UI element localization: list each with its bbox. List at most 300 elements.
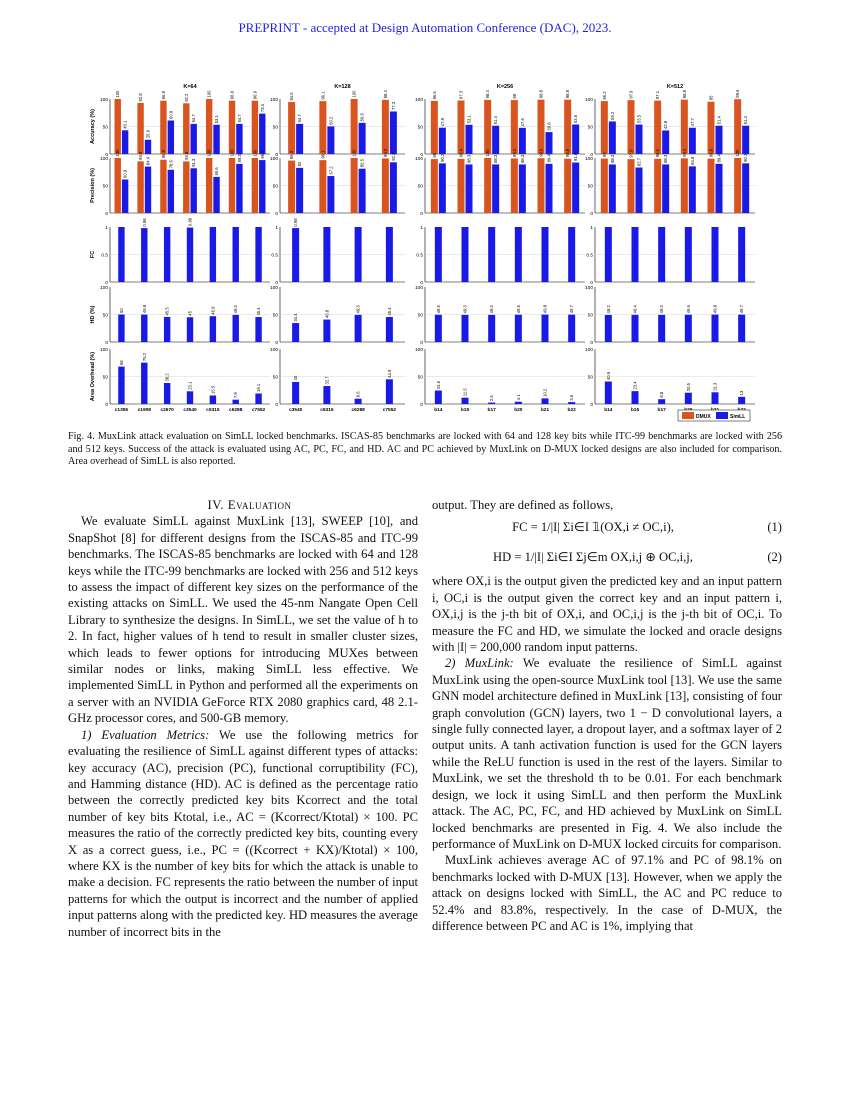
data-label: 96.1 xyxy=(320,150,326,159)
x-tick-label: c3540 xyxy=(183,408,197,413)
equation-1-body: FC = 1/|I| Σi∈I 𝟙(OX,i ≠ OC,i), xyxy=(512,520,674,535)
tick-label: 100 xyxy=(269,348,278,353)
bar-dmux xyxy=(431,101,438,154)
bar-simll xyxy=(118,315,124,343)
x-tick-label: b20 xyxy=(514,408,523,413)
x-tick-label: c6288 xyxy=(229,408,243,413)
x-tick-label: c7552 xyxy=(382,408,397,413)
equation-1-number: (1) xyxy=(767,520,782,535)
bar-simll xyxy=(515,227,522,282)
x-tick-label: b15 xyxy=(460,408,470,413)
tick-label: 0 xyxy=(590,403,593,408)
bar-dmux xyxy=(734,99,741,154)
x-tick-label: b14 xyxy=(604,408,613,413)
bar-dmux xyxy=(628,100,635,154)
data-label: 49.7 xyxy=(569,305,575,314)
bar-dmux xyxy=(564,100,571,154)
bar-simll xyxy=(712,392,719,404)
bar-simll xyxy=(386,317,393,342)
equation-2-body: HD = 1/|I| Σi∈I Σj∈m OX,i,j ⊕ OC,i,j, xyxy=(493,550,693,565)
data-label: 49.8 xyxy=(141,304,147,314)
bar-simll xyxy=(292,382,299,404)
bar-dmux xyxy=(115,158,121,213)
paragraph-metrics xyxy=(68,727,418,940)
legend-label-dmux: DMUX xyxy=(696,414,711,420)
data-label: 99.6 xyxy=(538,148,544,157)
bar-simll xyxy=(515,402,522,404)
data-label: 100 xyxy=(252,149,258,157)
left-column xyxy=(68,497,418,940)
bar-simll xyxy=(145,140,151,154)
data-label: 93.8 xyxy=(183,151,189,160)
data-label: 100 xyxy=(206,90,212,98)
bar-simll xyxy=(685,393,692,404)
bar-simll xyxy=(609,121,616,154)
data-label: 95 xyxy=(708,95,714,101)
data-label: 15.5 xyxy=(210,385,216,394)
panel-title: K=512 xyxy=(666,84,684,90)
bar-simll xyxy=(519,128,526,154)
data-label: 100 xyxy=(351,90,357,98)
bar-simll xyxy=(323,386,330,404)
tick-label: 50 xyxy=(102,184,108,190)
data-label: 53.5 xyxy=(636,114,642,124)
bar-simll xyxy=(636,125,643,154)
data-label: 20.5 xyxy=(685,383,691,392)
data-label: 46.9 xyxy=(210,306,216,315)
data-label: 24.5 xyxy=(435,380,441,390)
data-label: 40.8 xyxy=(324,309,330,319)
tick-label: 0 xyxy=(275,153,278,158)
data-label: 98.8 xyxy=(681,90,687,99)
data-label: 97.9 xyxy=(628,90,634,99)
bar-simll xyxy=(712,227,719,282)
data-label: 88.3 xyxy=(493,154,499,163)
bar-simll xyxy=(742,163,749,213)
data-label: 65.6 xyxy=(214,167,220,176)
bar-dmux xyxy=(252,101,258,154)
tick-label: 0 xyxy=(590,341,593,346)
bar-simll xyxy=(605,315,612,342)
data-label: 0.99 xyxy=(187,217,193,227)
data-label: 100 xyxy=(229,149,235,157)
tick-label: 0 xyxy=(590,153,593,158)
data-label: 49.3 xyxy=(233,305,239,314)
data-label: 8.8 xyxy=(659,391,665,398)
bar-simll xyxy=(292,323,299,342)
x-tick-label: b17 xyxy=(657,408,666,413)
data-label: 98 xyxy=(431,152,437,158)
bar-simll xyxy=(685,227,692,282)
data-label: 89.4 xyxy=(546,154,552,163)
data-label: 98.6 xyxy=(655,149,661,158)
x-tick-label: c5315 xyxy=(320,408,334,413)
data-label: 42.8 xyxy=(663,120,669,129)
data-label: 50 xyxy=(118,308,124,313)
data-label: 92.2 xyxy=(390,152,396,161)
tick-label: 50 xyxy=(272,184,278,190)
figure-4-chart xyxy=(80,72,780,427)
data-label: 60.9 xyxy=(168,110,174,120)
data-label: 96.9 xyxy=(229,91,235,100)
bar-simll xyxy=(488,227,495,282)
bar-simll xyxy=(716,126,723,154)
data-label: 49.2 xyxy=(605,305,611,314)
x-tick-label: c7552 xyxy=(251,408,266,413)
bar-dmux xyxy=(229,101,235,154)
bar-simll xyxy=(435,391,442,404)
tick-label: 0 xyxy=(105,403,108,408)
data-label: 0.98 xyxy=(141,218,147,227)
data-label: 88.3 xyxy=(466,154,472,163)
figure-caption: Fig. 4. MuxLink attack evaluation on SimLL locked benchmarks. ISCAS-85 benchmarks are locked with 64 and 128 key bits while ITC-99 benchmarks are locked with 256 and 512 keys. Success of the attack is evaluated using AC, PC, FC, and HD. AC and PC achieved by MuxLink on D-MUX locked designs are also included for comparison. Area overhead of SimLL is also reported. xyxy=(68,431,782,468)
bar-simll xyxy=(439,128,446,154)
data-label: 91.8 xyxy=(573,152,579,162)
bar-dmux xyxy=(351,158,358,213)
x-tick-label: b22 xyxy=(567,408,576,413)
data-label: 49.3 xyxy=(462,305,468,314)
data-label: 9.6 xyxy=(355,391,361,398)
data-label: 44.9 xyxy=(386,369,392,378)
x-tick-label: b17 xyxy=(487,408,496,413)
y-axis-label: Area Overhead (%) xyxy=(90,351,96,402)
data-label: 23.1 xyxy=(187,381,193,390)
tick-label: 50 xyxy=(272,125,278,131)
bar-simll xyxy=(390,162,397,213)
metrics-text: We use the following metrics for evaluating the resilience of SimLL against different types of attacks: key accuracy (AC), precision (PC), functional corruptibility (FC), and Hamming distance (HD). AC is defined as the percentage ratio between the correctly predicted key bits Kcorrect and the total number of key bits Ktotal, i.e., AC = (Kcorrect/Ktotal) × 100. PC measures the ratio of the correctly predicted key bits, counting every X as a correct guess, i.e., PC = ((Kcorrect + KX)/Ktotal) × 100, where KX is the number of key bits for which the attack is unable to make a decision. FC represents the ratio between the number of input patterns for which the output is incorrect and the number of applied input patterns along with the predicted key. HD measures the average number of incorrect bits in the xyxy=(68,727,418,939)
bar-simll xyxy=(716,164,723,213)
data-label: 88.3 xyxy=(519,154,525,163)
data-label: 94.5 xyxy=(289,92,295,101)
bar-simll xyxy=(191,124,197,154)
bar-dmux xyxy=(601,159,608,213)
bar-simll xyxy=(632,391,639,404)
x-tick-label: c2670 xyxy=(160,408,174,413)
data-label: 82.7 xyxy=(636,157,642,167)
data-label: 98.8 xyxy=(708,149,714,158)
tick-label: 0 xyxy=(105,153,108,158)
data-label: 50.2 xyxy=(328,116,334,125)
equation-2 xyxy=(432,543,782,573)
data-label: 98.4 xyxy=(382,90,388,99)
x-tick-label: b14 xyxy=(434,408,443,413)
data-label: 25.9 xyxy=(145,130,151,139)
tick-label: 100 xyxy=(414,348,423,353)
data-label: 97.1 xyxy=(655,90,661,100)
tick-label: 0 xyxy=(420,153,423,158)
bar-simll xyxy=(742,126,749,154)
data-label: 96.9 xyxy=(252,91,258,100)
bar-simll xyxy=(658,227,665,282)
data-label: 100 xyxy=(735,149,741,157)
tick-label: 50 xyxy=(272,313,278,319)
bar-dmux xyxy=(319,101,326,154)
bar-dmux xyxy=(681,158,688,213)
tick-label: 100 xyxy=(414,98,423,103)
data-label: 96.2 xyxy=(259,150,265,159)
data-label: 45 xyxy=(187,311,193,316)
tick-label: 100 xyxy=(99,98,108,103)
bar-dmux xyxy=(708,102,715,154)
bar-simll xyxy=(118,367,124,404)
x-tick-label: c1355 xyxy=(114,408,129,413)
section-heading: IV. Evaluation xyxy=(207,498,292,512)
bar-dmux xyxy=(431,159,438,213)
data-label: 38.2 xyxy=(164,373,170,382)
tick-label: 50 xyxy=(417,125,423,131)
legend-swatch-simll xyxy=(716,412,728,419)
bar-simll xyxy=(572,125,579,154)
data-label: 97.9 xyxy=(628,149,634,158)
data-label: 100 xyxy=(351,149,357,157)
bar-simll xyxy=(738,227,745,282)
bar-simll xyxy=(168,170,174,213)
data-label: 53.1 xyxy=(214,115,220,124)
bar-simll xyxy=(327,126,334,154)
tick-label: 0 xyxy=(590,281,593,286)
tick-label: 100 xyxy=(99,348,108,353)
bar-simll xyxy=(546,132,553,154)
data-label: 54.7 xyxy=(297,114,303,123)
bar-simll xyxy=(236,124,242,154)
bar-dmux xyxy=(382,158,389,213)
data-label: 90.2 xyxy=(439,153,445,162)
data-label: 88.3 xyxy=(663,154,669,163)
tick-label: 1 xyxy=(420,226,423,231)
data-label: 59.2 xyxy=(609,111,615,120)
bar-simll xyxy=(605,382,612,404)
data-label: 56.6 xyxy=(359,113,365,122)
y-axis-label: FC xyxy=(90,250,96,259)
tick-label: 100 xyxy=(269,98,278,103)
data-label: 23.4 xyxy=(632,381,638,390)
data-label: 51.4 xyxy=(493,116,499,125)
tick-label: 100 xyxy=(584,157,593,162)
data-label: 88.3 xyxy=(609,154,615,163)
tick-label: 0 xyxy=(420,341,423,346)
data-label: 51.4 xyxy=(716,116,722,125)
tick-label: 100 xyxy=(99,157,108,162)
tick-label: 100 xyxy=(584,286,593,291)
data-label: 53.6 xyxy=(573,114,579,124)
bar-simll xyxy=(187,317,193,342)
bar-simll xyxy=(658,399,665,404)
bar-simll xyxy=(210,395,216,404)
data-label: 49.6 xyxy=(685,305,691,314)
data-label: 92.2 xyxy=(183,93,189,102)
data-label: 100 xyxy=(115,149,121,157)
tick-label: 0.5 xyxy=(416,253,423,259)
data-label: 99.6 xyxy=(735,89,741,98)
data-label: 92.8 xyxy=(138,93,144,102)
bar-simll xyxy=(122,130,128,154)
bar-dmux xyxy=(511,158,518,213)
data-label: 60.9 xyxy=(122,169,128,179)
data-label: 21.3 xyxy=(712,382,718,391)
bar-simll xyxy=(359,169,366,213)
bar-simll xyxy=(355,315,362,342)
data-label: 93.9 xyxy=(138,151,144,160)
bar-simll xyxy=(255,227,261,282)
bar-dmux xyxy=(628,159,635,213)
bar-simll xyxy=(210,227,216,282)
tick-label: 0 xyxy=(275,212,278,217)
bar-simll xyxy=(568,227,575,282)
bar-simll xyxy=(323,320,330,342)
data-label: 90.3 xyxy=(743,153,749,162)
data-label: 49.6 xyxy=(515,305,521,314)
tick-label: 100 xyxy=(584,98,593,103)
data-label: 49.7 xyxy=(739,305,745,314)
data-label: 80.5 xyxy=(359,159,365,168)
bar-simll xyxy=(662,164,669,213)
bar-simll xyxy=(259,114,265,154)
data-label: 54.7 xyxy=(191,114,197,123)
data-label: 2.6 xyxy=(489,395,495,402)
bar-simll xyxy=(568,402,575,404)
data-label: 89.4 xyxy=(716,154,722,163)
data-label: 96.9 xyxy=(160,91,166,100)
bar-simll xyxy=(492,164,499,213)
bar-simll xyxy=(632,315,639,342)
bar-dmux xyxy=(319,160,326,213)
paragraph-results: MuxLink achieves average AC of 97.1% and PC of 98.1% on benchmarks locked with D-MUX [13]. However, when we apply the attack on designs locked with SimLL, the AC and PC reduce to 52.4% and 83.8%, respectively. In the case of D-MUX, the difference between PC and AC is 1%, implying that xyxy=(432,853,782,933)
bar-simll xyxy=(605,227,612,282)
bar-simll xyxy=(359,123,366,154)
bar-dmux xyxy=(601,101,608,154)
tick-label: 100 xyxy=(414,286,423,291)
tick-label: 0.5 xyxy=(271,253,278,259)
bar-simll xyxy=(738,315,745,342)
bar-dmux xyxy=(382,100,389,154)
bar-simll xyxy=(259,160,265,213)
x-tick-label: c5315 xyxy=(206,408,220,413)
legend-label-simll: SimLL xyxy=(730,414,746,420)
bar-dmux xyxy=(160,160,166,213)
bar-dmux xyxy=(538,158,545,213)
bar-simll xyxy=(546,164,553,213)
data-label: 98.8 xyxy=(565,90,571,99)
bar-simll xyxy=(191,168,197,213)
tick-label: 100 xyxy=(414,157,423,162)
data-label: 13 xyxy=(739,390,745,396)
bar-simll xyxy=(662,130,669,154)
x-tick-label: c3540 xyxy=(288,408,303,413)
bar-dmux xyxy=(708,159,715,213)
bar-dmux xyxy=(183,161,189,213)
bar-dmux xyxy=(137,161,143,213)
bar-simll xyxy=(296,168,303,213)
bar-dmux xyxy=(183,103,189,154)
tick-label: 0 xyxy=(105,212,108,217)
data-label: 0.98 xyxy=(293,218,299,227)
metrics-subheading: 1) Evaluation Metrics: xyxy=(81,727,210,742)
bar-simll xyxy=(213,125,219,154)
bar-simll xyxy=(542,227,549,282)
bar-dmux xyxy=(288,161,295,213)
panel-title: K=64 xyxy=(183,84,197,90)
bar-simll xyxy=(327,176,334,213)
bar-dmux xyxy=(538,100,545,154)
data-label: 54.7 xyxy=(236,114,242,123)
bar-dmux xyxy=(458,100,465,154)
bar-simll xyxy=(462,315,469,342)
bar-simll xyxy=(462,227,469,282)
y-axis-label: HD (%) xyxy=(90,305,96,324)
preprint-header: PREPRINT - accepted at Design Automation Conference (DAC), 2023. xyxy=(238,20,612,35)
bar-dmux xyxy=(252,158,258,213)
bar-simll xyxy=(168,121,174,154)
data-label: 49.5 xyxy=(435,305,441,314)
data-label: 75.2 xyxy=(141,352,147,362)
bar-simll xyxy=(515,315,522,342)
data-label: 34.4 xyxy=(293,313,299,322)
bar-simll xyxy=(323,227,330,282)
data-label: 45.4 xyxy=(256,307,262,316)
data-label: 32.7 xyxy=(324,376,330,385)
bar-dmux xyxy=(681,100,688,154)
bar-dmux xyxy=(206,158,212,213)
bar-simll xyxy=(439,163,446,213)
data-label: 68 xyxy=(118,360,124,366)
data-label: 98.8 xyxy=(565,149,571,158)
bar-dmux xyxy=(734,158,741,213)
tick-label: 50 xyxy=(102,375,108,381)
tick-label: 1 xyxy=(275,226,278,231)
bar-simll xyxy=(519,164,526,213)
bar-simll xyxy=(386,227,393,282)
tick-label: 50 xyxy=(587,125,593,131)
tick-label: 50 xyxy=(417,375,423,381)
data-label: 45.4 xyxy=(386,307,392,316)
legend-swatch-dmux xyxy=(682,412,694,419)
bar-simll xyxy=(213,177,219,213)
bar-simll xyxy=(689,166,696,213)
bar-simll xyxy=(233,400,239,404)
tick-label: 100 xyxy=(269,286,278,291)
bar-simll xyxy=(386,379,393,404)
bar-simll xyxy=(118,227,124,282)
data-label: 77.3 xyxy=(390,101,396,110)
y-axis-label: Precision (%) xyxy=(90,168,96,203)
data-label: 78.6 xyxy=(168,160,174,169)
data-label: 100 xyxy=(485,149,491,157)
data-label: 51.4 xyxy=(743,116,749,125)
paragraph-intro: We evaluate SimLL against MuxLink [13], SWEEP [10], and SnapShot [8] for different designs from the ISCAS-85 and ITC-99 benchmarks. The ISCAS-85 benchmarks are locked with 64 and 128 keys while the ITC-99 benchmarks are locked with 256 and 512 keys to assess the impact of different key sizes on the performance of the existing attacks on SimLL. We used the 45-nm Nangate Open Cell Library to synthesize the designs. In SimLL, we set the value of h to 2. In fact, higher values of h tend to result in smaller cluster sizes, which leads to fewer options for introducing MUXes between similar nodes or links, making SimLL less effective. We implemented SimLL in Python and performed all the experiments on a server with an NVIDIA GeForce RTX 2080 graphics card, 48 2.1-GHz processor cores, and 500-GB memory. xyxy=(68,514,418,726)
data-label: 100 xyxy=(115,90,121,98)
bar-simll xyxy=(466,125,473,154)
x-tick-label: b21 xyxy=(540,408,550,413)
data-label: 11.5 xyxy=(462,388,468,397)
tick-label: 0 xyxy=(275,403,278,408)
bar-simll xyxy=(689,128,696,154)
right-column xyxy=(432,497,782,934)
bar-simll xyxy=(255,393,261,404)
bar-simll xyxy=(164,317,170,342)
data-label: 49.3 xyxy=(659,305,665,314)
bar-dmux xyxy=(511,100,518,154)
data-label: 84.8 xyxy=(689,156,695,165)
data-label: 47.7 xyxy=(689,118,695,127)
data-label: 98.8 xyxy=(538,90,544,99)
bar-simll xyxy=(435,315,442,342)
data-label: 40.9 xyxy=(605,371,611,381)
tick-label: 50 xyxy=(587,375,593,381)
panel-title: K=128 xyxy=(334,84,351,90)
data-label: 3.5 xyxy=(569,394,575,401)
bar-dmux xyxy=(484,100,491,154)
data-label: 49.8 xyxy=(542,304,548,314)
